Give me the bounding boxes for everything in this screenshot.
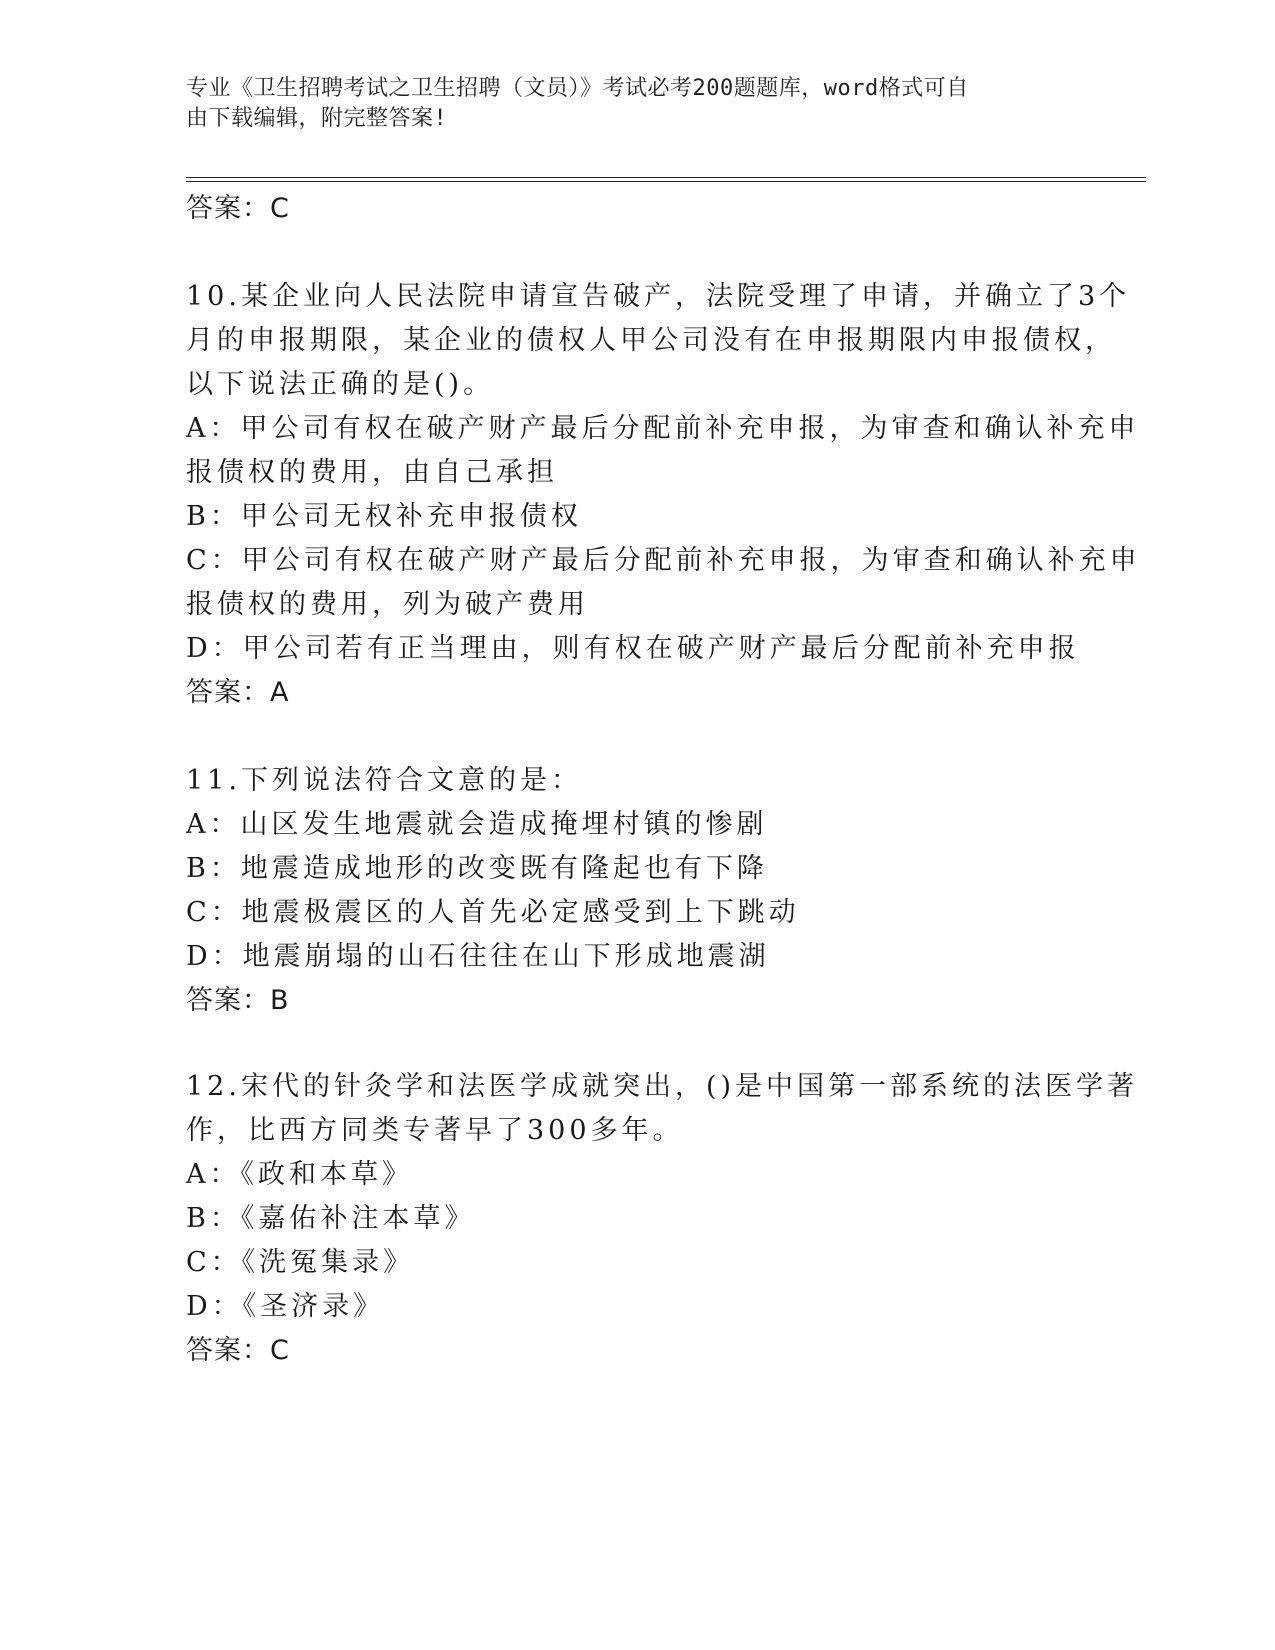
header-line-1: 专业《卫生招聘考试之卫生招聘（文员）》考试必考200题题库，word格式可自: [186, 76, 969, 101]
header-line-2: 由下载编辑，附完整答案!: [186, 106, 448, 131]
header-divider-bottom: [186, 181, 1146, 182]
header-divider-top: [186, 177, 1146, 178]
question-12-stem-line-2: 作，比西方同类专著早了300多年。: [186, 1115, 684, 1146]
question-10-option-d: D：甲公司若有正当理由，则有权在破产财产最后分配前补充申报: [186, 633, 1080, 664]
question-11-stem: 11.下列说法符合文意的是：: [186, 765, 582, 796]
question-10-stem-line-3: 以下说法正确的是()。: [186, 369, 495, 400]
question-10-option-c-line-1: C：甲公司有权在破产财产最后分配前补充申报，为审查和确认补充申: [186, 545, 1141, 576]
question-11-option-a: A：山区发生地震就会造成掩埋村镇的惨剧: [186, 809, 768, 840]
question-11-option-c: C：地震极震区的人首先必定感受到上下跳动: [186, 897, 800, 928]
question-10-option-a-line-2: 报债权的费用，由自己承担: [186, 457, 558, 488]
question-12-option-d: D：《圣济录》: [186, 1291, 385, 1322]
question-10-answer: 答案：A: [186, 677, 290, 708]
question-11-option-d: D：地震崩塌的山石往往在山下形成地震湖: [186, 941, 770, 972]
question-11-answer: 答案：B: [186, 985, 290, 1016]
question-12-option-c: C：《洗冤集录》: [186, 1247, 415, 1278]
question-10-option-a-line-1: A：甲公司有权在破产财产最后分配前补充申报，为审查和确认补充申: [186, 413, 1140, 444]
question-10-stem-line-1: 10.某企业向人民法院申请宣告破产，法院受理了申请，并确立了3个: [186, 281, 1131, 312]
question-11-option-b: B：地震造成地形的改变既有隆起也有下降: [186, 853, 768, 884]
previous-answer: 答案：C: [186, 193, 290, 224]
document-header: [186, 74, 1066, 134]
question-10-option-b: B：甲公司无权补充申报债权: [186, 501, 582, 532]
question-12-stem-line-1: 12.宋代的针灸学和法医学成就突出，()是中国第一部系统的法医学著: [186, 1071, 1139, 1102]
question-12-answer: 答案：C: [186, 1335, 290, 1366]
question-12-option-a: A：《政和本草》: [186, 1159, 413, 1190]
question-10-stem-line-2: 月的申报期限，某企业的债权人甲公司没有在申报期限内申报债权，: [186, 325, 1116, 356]
question-12-option-b: B：《嘉佑补注本草》: [186, 1203, 476, 1234]
question-10-option-c-line-2: 报债权的费用，列为破产费用: [186, 589, 589, 620]
